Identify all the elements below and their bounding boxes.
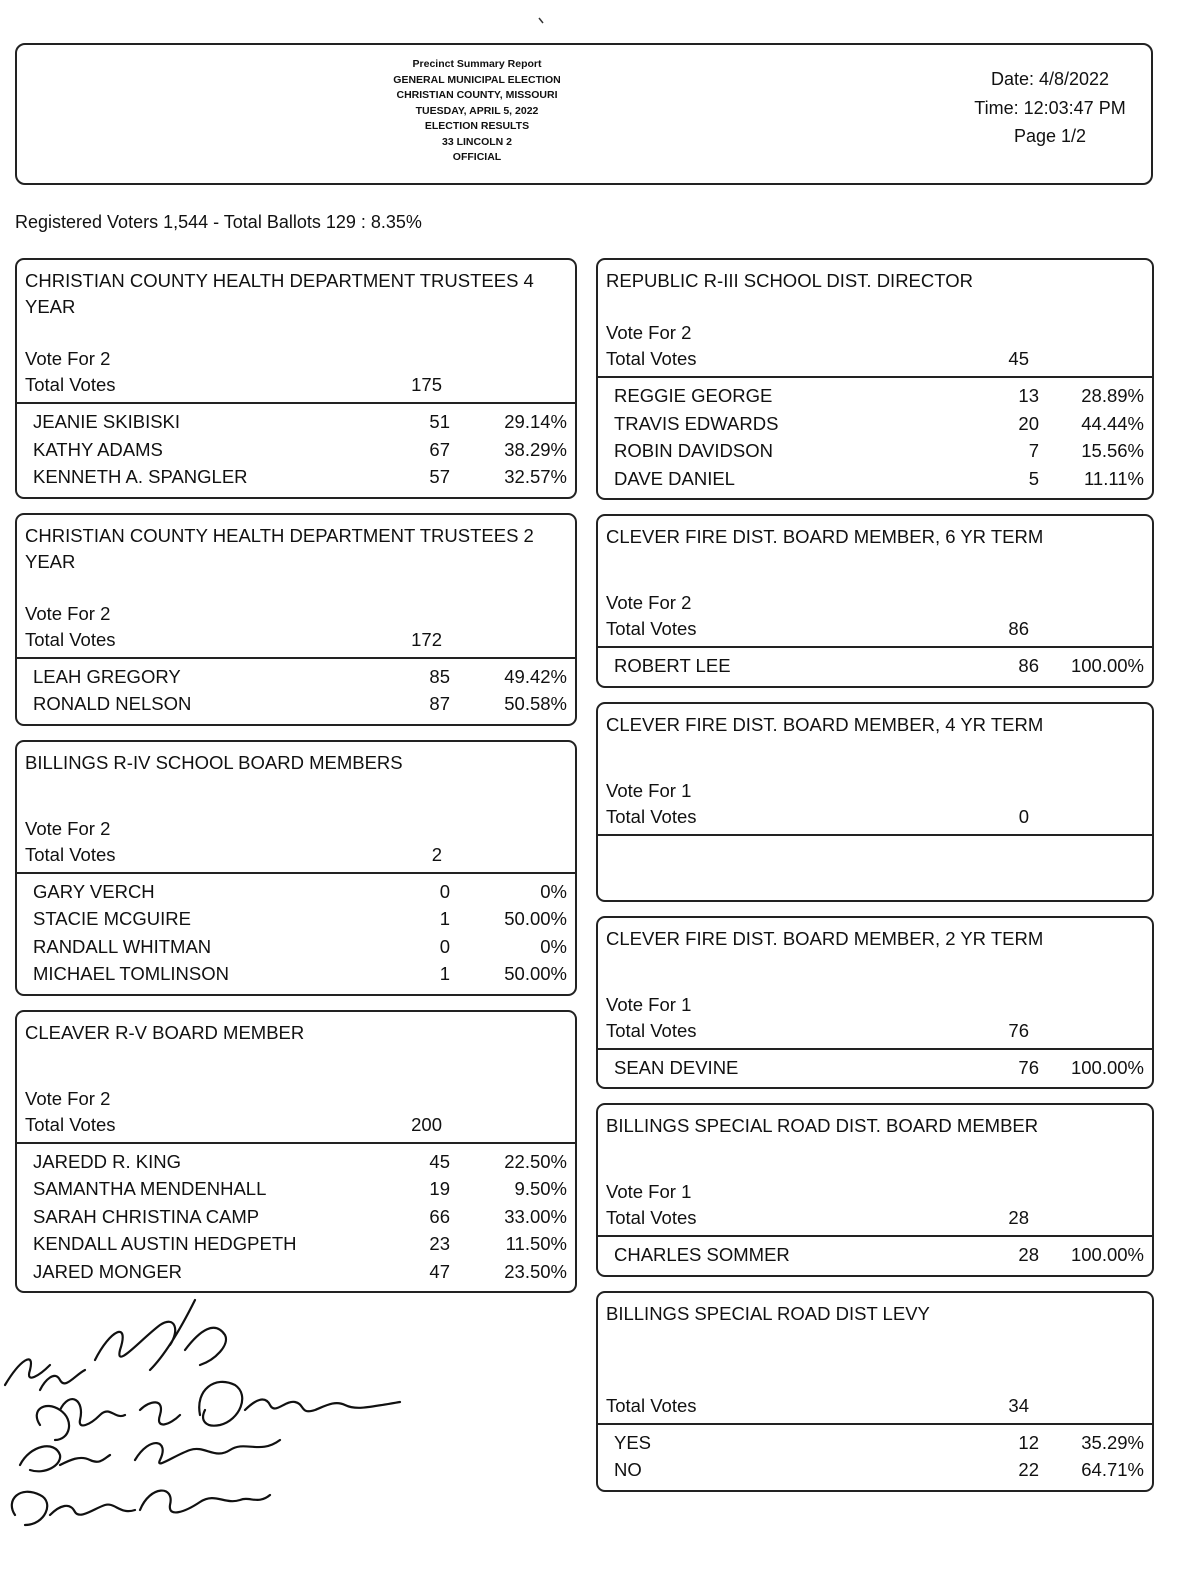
candidate-votes: 13 [1018, 385, 1039, 406]
candidate-votes: 66 [429, 1205, 450, 1227]
candidate-percent: 49.42% [504, 665, 567, 687]
total-votes-row [25, 372, 567, 398]
race-title: CLEAVER R-V BOARD MEMBER [25, 1021, 305, 1043]
total-votes-label: Total Votes [606, 1207, 697, 1228]
race-header [17, 515, 575, 653]
total-votes-label: Total Votes [606, 1394, 697, 1416]
race-box [596, 1291, 1154, 1492]
candidate-row [614, 465, 1144, 493]
vote-for-row [25, 601, 567, 627]
total-votes-row [606, 1393, 1144, 1419]
total-votes-row [606, 616, 1144, 642]
candidate-list [17, 404, 575, 497]
registered-voters-line: Registered Voters 1,544 - Total Ballots 129 : 8.35% [15, 212, 422, 232]
candidate-name: GARY VERCH [33, 880, 155, 902]
candidate-row [614, 410, 1144, 438]
candidate-row [33, 663, 567, 691]
candidate-list [598, 1050, 1152, 1088]
candidate-name: MICHAEL TOMLINSON [33, 963, 230, 984]
candidate-votes: 23 [429, 1233, 450, 1254]
vote-for-label: Vote For 2 [606, 592, 692, 613]
candidate-row [33, 878, 567, 906]
vote-for-row [606, 320, 1144, 346]
signatures [0, 1290, 440, 1580]
report-meta [955, 65, 1145, 151]
vote-for-label: Vote For 2 [25, 1087, 111, 1109]
race-title: REPUBLIC R-III SCHOOL DIST. DIRECTOR [606, 270, 973, 291]
candidate-name: JEANIE SKIBISKI [33, 411, 181, 432]
candidate-list [17, 874, 575, 994]
total-votes-label: Total Votes [606, 1019, 697, 1041]
candidate-row [33, 1175, 567, 1203]
total-votes-value: 175 [411, 374, 442, 395]
total-votes-value: 28 [1008, 1207, 1029, 1228]
total-votes-row [25, 1112, 567, 1138]
candidate-name: KENNETH A. SPANGLER [33, 466, 248, 487]
vote-for-row [606, 1367, 1144, 1393]
candidate-votes: 19 [429, 1178, 450, 1199]
total-votes-value: 34 [1008, 1394, 1029, 1416]
total-votes-value: 2 [431, 843, 442, 865]
vote-for-row [25, 346, 567, 372]
candidate-percent: 11.11% [1084, 467, 1144, 489]
candidate-votes: 51 [429, 411, 450, 432]
race-box [596, 1103, 1154, 1277]
vote-for-label: Vote For 2 [606, 322, 692, 343]
candidate-row [33, 463, 567, 491]
candidate-name: RANDALL WHITMAN [33, 935, 212, 957]
candidate-percent: 28.89% [1081, 385, 1144, 406]
total-votes-value: 86 [1008, 618, 1029, 639]
race-box [15, 740, 577, 996]
candidate-name: SARAH CHRISTINA CAMP [33, 1205, 260, 1227]
total-votes-row [606, 346, 1144, 372]
race-box [596, 258, 1154, 500]
total-votes-row [25, 627, 567, 653]
vote-for-row [606, 1179, 1144, 1205]
candidate-votes: 12 [1018, 1431, 1039, 1453]
candidate-name: ROBERT LEE [614, 655, 731, 676]
race-box [596, 514, 1154, 688]
page-number: Page 1/2 [1013, 126, 1087, 146]
candidate-row [614, 1241, 1144, 1269]
handwritten-signatures-image [0, 1290, 440, 1580]
candidate-percent: 32.57% [504, 466, 567, 487]
candidate-row [614, 1429, 1144, 1457]
report-title: Precinct Summary Report [412, 58, 542, 70]
candidate-name: KATHY ADAMS [33, 438, 163, 460]
race-title: CLEVER FIRE DIST. BOARD MEMBER, 4 YR TERM [606, 713, 1044, 735]
total-votes-value: 45 [1008, 348, 1029, 369]
candidate-percent: 23.50% [504, 1260, 567, 1282]
total-votes-row [606, 1205, 1144, 1231]
candidate-percent: 33.00% [504, 1205, 567, 1227]
total-votes-label: Total Votes [25, 628, 116, 650]
election-date: TUESDAY, APRIL 5, 2022 [415, 104, 539, 117]
candidate-row [33, 933, 567, 961]
candidate-votes: 20 [1018, 412, 1039, 434]
candidate-name: YES [614, 1431, 652, 1453]
right-column [596, 258, 1154, 1506]
report-header [15, 43, 1153, 185]
candidate-votes: 0 [439, 880, 450, 902]
candidate-list [17, 659, 575, 724]
total-votes-value: 0 [1018, 805, 1029, 827]
candidate-percent: 38.29% [504, 438, 567, 460]
candidate-row [33, 960, 567, 988]
county-name: CHRISTIAN COUNTY, MISSOURI [396, 89, 558, 101]
candidate-percent: 9.50% [514, 1178, 567, 1199]
race-header [598, 918, 1152, 1044]
candidate-name: TRAVIS EDWARDS [614, 412, 779, 434]
candidate-row [614, 437, 1144, 465]
candidate-votes: 1 [439, 963, 450, 984]
candidate-row [33, 1258, 567, 1286]
candidate-row [33, 905, 567, 933]
vote-for-row [606, 590, 1144, 616]
candidate-percent: 44.44% [1081, 412, 1144, 434]
precinct-name: 33 LINCOLN 2 [441, 135, 512, 148]
total-votes-label: Total Votes [25, 1113, 116, 1135]
official-label: OFFICIAL [452, 151, 502, 163]
candidate-list [598, 648, 1152, 686]
vote-for-row [606, 778, 1144, 804]
candidate-row [614, 1456, 1144, 1484]
candidate-percent: 64.71% [1081, 1459, 1144, 1480]
candidate-percent: 35.29% [1081, 1431, 1144, 1453]
vote-for-label: Vote For 2 [25, 817, 111, 839]
report-title-block [317, 57, 637, 166]
candidate-votes: 0 [439, 935, 450, 957]
race-title: CHRISTIAN COUNTY HEALTH DEPARTMENT TRUSTEES 4 YEAR [25, 270, 534, 317]
candidate-votes: 57 [429, 466, 450, 487]
candidate-percent: 100.00% [1070, 1244, 1144, 1265]
candidate-name: SEAN DEVINE [614, 1056, 739, 1078]
race-box [15, 1010, 577, 1294]
race-header [17, 1012, 575, 1138]
report-date: Date: 4/8/2022 [990, 69, 1110, 89]
candidate-votes: 45 [429, 1150, 450, 1172]
race-title: CHRISTIAN COUNTY HEALTH DEPARTMENT TRUSTEES 2 YEAR [25, 524, 534, 572]
candidate-name: SAMANTHA MENDENHALL [33, 1178, 267, 1199]
candidate-row [33, 1203, 567, 1231]
vote-for-label: Vote For 1 [606, 993, 692, 1015]
candidate-row [33, 408, 567, 436]
candidate-row [33, 1148, 567, 1176]
total-votes-value: 172 [411, 628, 442, 650]
race-box [596, 916, 1154, 1090]
candidate-votes: 7 [1028, 440, 1039, 461]
candidate-row [614, 1054, 1144, 1082]
candidate-percent: 0% [540, 935, 567, 957]
race-header [598, 1105, 1152, 1231]
candidate-name: REGGIE GEORGE [614, 385, 773, 406]
left-column [15, 258, 577, 1307]
candidate-votes: 86 [1018, 655, 1039, 676]
candidate-name: JARED MONGER [33, 1260, 183, 1282]
total-votes-row [606, 1018, 1144, 1044]
candidate-percent: 15.56% [1081, 440, 1144, 461]
race-header [598, 1293, 1152, 1419]
total-votes-label: Total Votes [606, 348, 697, 369]
candidate-percent: 22.50% [504, 1150, 567, 1172]
candidate-votes: 47 [429, 1260, 450, 1282]
race-header [17, 260, 575, 398]
race-box [15, 513, 577, 726]
candidate-list [17, 1144, 575, 1292]
vote-for-row [25, 816, 567, 842]
vote-for-label: Vote For 1 [606, 779, 692, 801]
candidate-percent: 29.14% [504, 411, 567, 432]
race-header [598, 704, 1152, 830]
candidate-votes: 22 [1018, 1459, 1039, 1480]
race-title: BILLINGS SPECIAL ROAD DIST LEVY [606, 1302, 930, 1324]
total-votes-row [606, 804, 1144, 830]
candidate-votes: 85 [429, 665, 450, 687]
candidate-name: NO [614, 1459, 642, 1480]
report-time: Time: 12:03:47 PM [974, 97, 1126, 118]
vote-for-label: Vote For 2 [25, 602, 111, 624]
total-votes-value: 76 [1008, 1019, 1029, 1041]
race-header [598, 516, 1152, 642]
candidate-name: STACIE MCGUIRE [33, 908, 191, 929]
candidate-percent: 100.00% [1070, 1056, 1144, 1078]
total-votes-value: 200 [411, 1113, 442, 1135]
candidate-name: KENDALL AUSTIN HEDGPETH [33, 1233, 297, 1254]
candidate-list [598, 1425, 1152, 1490]
candidate-list [598, 378, 1152, 498]
candidate-percent: 50.58% [504, 693, 567, 714]
race-title: BILLINGS R-IV SCHOOL BOARD MEMBERS [25, 751, 403, 773]
total-votes-label: Total Votes [606, 618, 697, 639]
candidate-percent: 50.00% [504, 963, 567, 984]
candidate-row [614, 382, 1144, 410]
candidate-votes: 87 [429, 693, 450, 714]
candidate-name: DAVE DANIEL [614, 467, 735, 489]
candidate-percent: 0% [540, 880, 567, 902]
race-box [15, 258, 577, 499]
race-title: CLEVER FIRE DIST. BOARD MEMBER, 2 YR TERM [606, 927, 1044, 949]
candidate-percent: 11.50% [505, 1233, 567, 1254]
candidate-name: CHARLES SOMMER [614, 1244, 790, 1265]
race-title: BILLINGS SPECIAL ROAD DIST. BOARD MEMBER [606, 1115, 1039, 1136]
vote-for-label: Vote For 1 [606, 1181, 692, 1202]
results-label: ELECTION RESULTS [424, 120, 530, 132]
total-votes-label: Total Votes [606, 805, 697, 827]
candidate-votes: 28 [1018, 1244, 1039, 1265]
candidate-row [33, 690, 567, 718]
candidate-name: JAREDD R. KING [33, 1150, 182, 1172]
vote-for-row [606, 992, 1144, 1018]
candidate-votes: 1 [439, 908, 450, 929]
total-votes-label: Total Votes [25, 374, 116, 395]
candidate-votes: 67 [429, 438, 450, 460]
candidate-votes: 76 [1018, 1056, 1039, 1078]
total-votes-row [25, 842, 567, 868]
candidate-name: ROBIN DAVIDSON [614, 440, 773, 461]
candidate-row [614, 652, 1144, 680]
candidate-name: LEAH GREGORY [33, 665, 181, 687]
vote-for-row [25, 1086, 567, 1112]
candidate-list [598, 1237, 1152, 1275]
candidate-list [598, 836, 1152, 900]
vote-for-label: Vote For 2 [25, 348, 111, 369]
race-header [17, 742, 575, 868]
race-title: CLEVER FIRE DIST. BOARD MEMBER, 6 YR TERM [606, 526, 1044, 547]
candidate-row [33, 436, 567, 464]
candidate-votes: 5 [1028, 467, 1039, 489]
candidate-row [33, 1230, 567, 1258]
total-votes-label: Total Votes [25, 843, 116, 865]
scan-mark [538, 12, 546, 20]
candidate-name: RONALD NELSON [33, 693, 192, 714]
election-name: GENERAL MUNICIPAL ELECTION [393, 73, 561, 86]
race-header [598, 260, 1152, 372]
candidate-percent: 100.00% [1070, 655, 1144, 676]
candidate-percent: 50.00% [504, 908, 567, 929]
race-box [596, 702, 1154, 902]
